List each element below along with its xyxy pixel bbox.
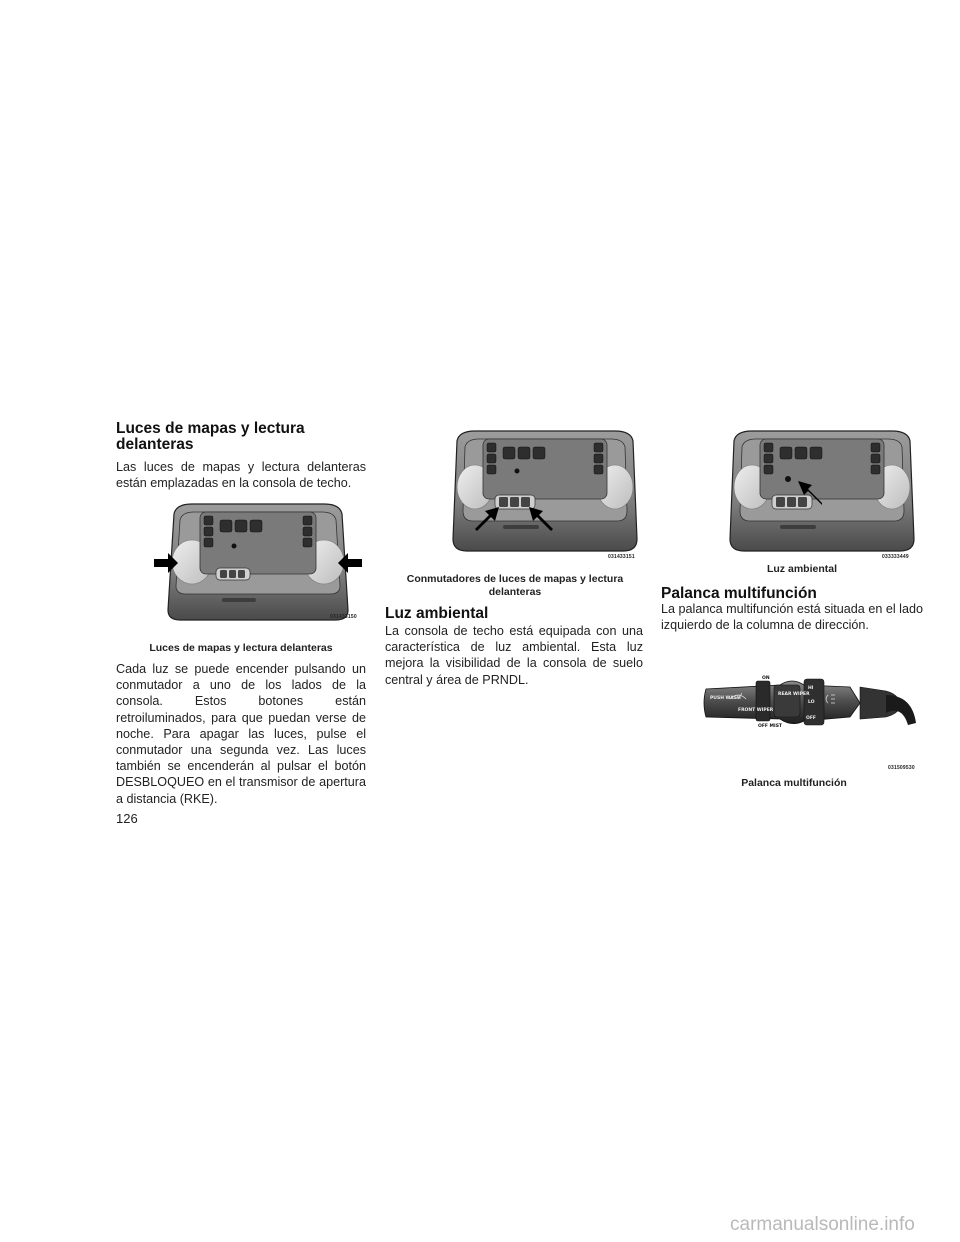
figure-caption: Conmutadores de luces de mapas y lectura delanteras (406, 573, 624, 598)
figure-map-light-switches (445, 429, 645, 564)
lever-label-off: OFF (806, 716, 816, 721)
lever-label-push-wash: PUSH WASH (710, 696, 741, 701)
figure-caption: Luces de mapas y lectura delanteras (149, 642, 333, 654)
lever-label-rear-wiper: REAR WIPER (778, 692, 810, 697)
ambient-sensor-dot (232, 544, 237, 549)
figure-ambient-light (722, 429, 922, 564)
lever-label-hi: HI (808, 686, 814, 691)
multifunction-lever-body: La palanca multifunción está situada en el lado izquierdo de la columna de dirección. (661, 602, 923, 633)
heading-line-1: Luces de mapas y lectura (116, 420, 305, 437)
lever-label-front-wiper: FRONT WIPER (738, 708, 774, 713)
figure-caption: Luz ambiental (766, 563, 837, 575)
figure-caption: Palanca multifunción (741, 777, 847, 789)
section-heading-multifunction-lever: Palanca multifunción (661, 585, 817, 602)
lever-label-off-mist: OFF MIST (758, 724, 783, 729)
figure-code: 031509530 (888, 765, 915, 771)
figure-code: 033333449 (882, 554, 909, 560)
figure-multifunction-lever (700, 673, 922, 773)
section-heading-ambient-light: Luz ambiental (385, 605, 489, 622)
console-illustration (152, 502, 364, 624)
section-heading-map-lights (116, 421, 386, 453)
watermark: carmanualsonline.info (730, 1214, 915, 1235)
figure-code: 031433151 (608, 554, 635, 560)
heading-line-2: delanteras (116, 436, 194, 453)
lever-label-on: ON (762, 676, 770, 681)
page-number: 126 (116, 811, 138, 826)
console-switches-illustration (445, 429, 645, 564)
console-ambient-illustration (722, 429, 922, 564)
map-lights-body: Cada luz se puede encender pulsando un conmutador a uno de los lados de la consola. Estos botones están retroiluminados, para que puedan verse de noche. Para apagar las luces, pulse el conmutador una segunda vez. Las luces también se encenderán al pulsar el botón DESBLOQUEO en el transmisor de apertura a distancia (RKE). (116, 662, 366, 806)
lever-illustration (700, 673, 922, 773)
figure-map-lights (152, 502, 364, 624)
figure-code: 031433150 (330, 614, 357, 620)
ambient-sensor-dot (785, 476, 791, 482)
lever-label-lo: LO (808, 700, 815, 705)
ambient-light-body: La consola de techo está equipada con una característica de luz ambiental. Esta luz mejora la visibilidad de la consola de suelo central y área de PRNDL. (385, 624, 643, 687)
map-lights-intro: Las luces de mapas y lectura delanteras están emplazadas en la consola de techo. (116, 460, 366, 491)
